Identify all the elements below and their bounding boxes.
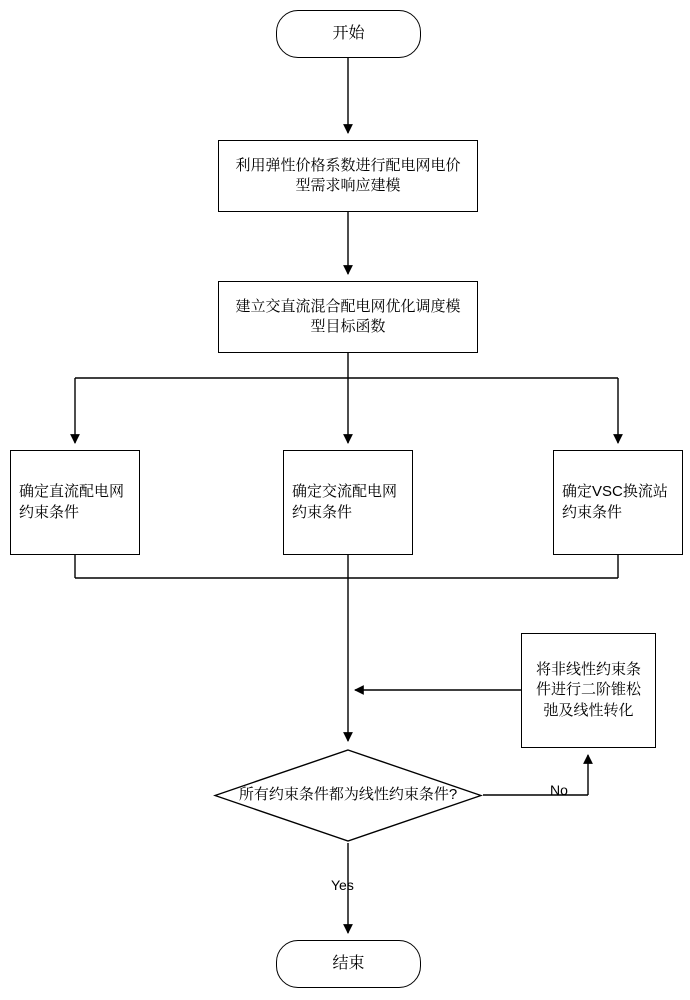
edge-label-yes: Yes xyxy=(331,877,354,893)
node-ac-constraints-label: 确定交流配电网约束条件 xyxy=(292,483,398,521)
edge-label-no: No xyxy=(550,782,568,798)
node-socp-relaxation-label: 将非线性约束条件进行二阶锥松弛及线性转化 xyxy=(535,661,641,719)
node-end xyxy=(276,940,421,988)
node-objective-function xyxy=(218,281,478,353)
node-start xyxy=(276,10,421,58)
node-demand-response-modeling-label: 利用弹性价格系数进行配电网电价型需求响应建模 xyxy=(235,156,461,194)
node-start-label: 开始 xyxy=(332,25,365,43)
node-demand-response-modeling xyxy=(218,140,478,212)
node-socp-relaxation xyxy=(521,633,656,748)
node-dc-constraints xyxy=(10,450,140,555)
node-vsc-constraints xyxy=(553,450,683,555)
node-linearity-check-label: 所有约束条件都为线性约束条件? xyxy=(238,786,458,804)
node-vsc-constraints-label: 确定VSC换流站约束条件 xyxy=(562,483,668,521)
node-linearity-check xyxy=(213,748,483,843)
node-end-label: 结束 xyxy=(332,955,365,973)
node-objective-function-label: 建立交直流混合配电网优化调度模型目标函数 xyxy=(235,297,461,335)
node-dc-constraints-label: 确定直流配电网约束条件 xyxy=(19,483,125,521)
node-ac-constraints xyxy=(283,450,413,555)
